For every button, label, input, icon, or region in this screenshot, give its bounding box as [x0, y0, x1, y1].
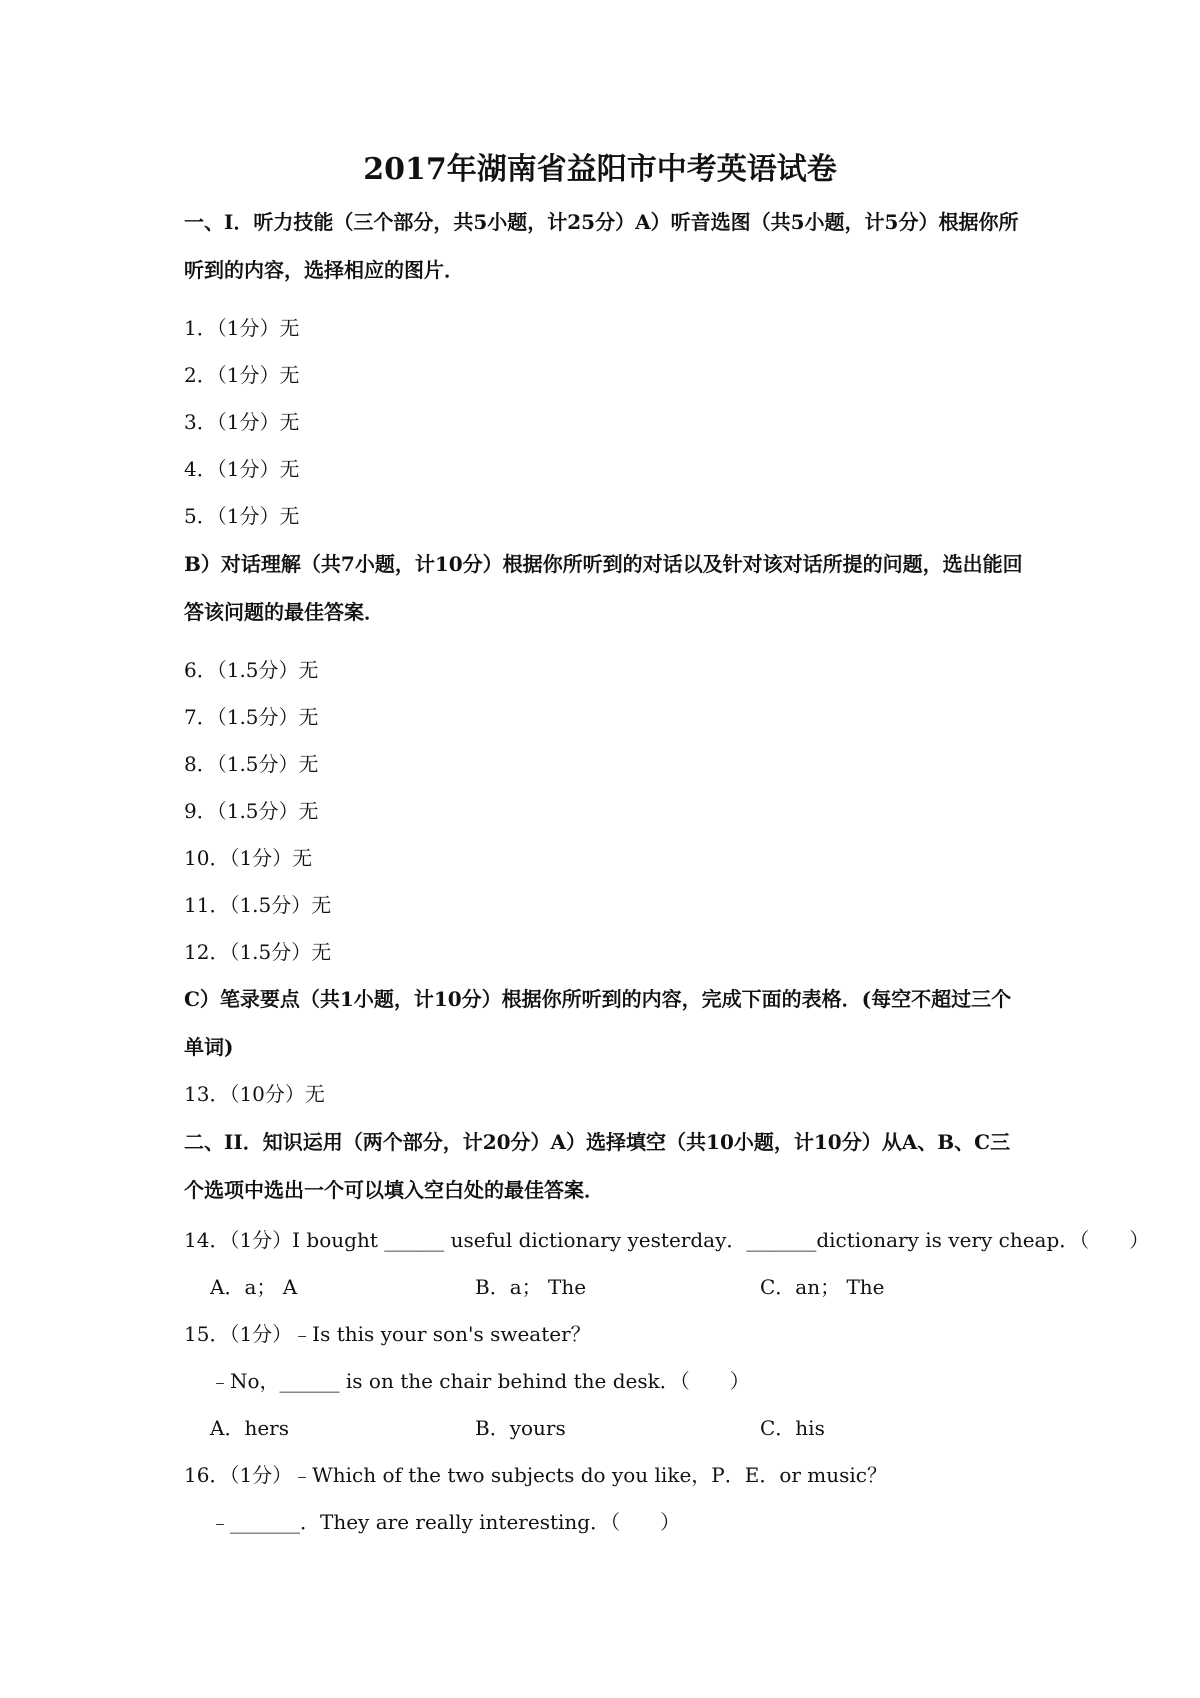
- option-b: B．yours: [475, 1416, 566, 1440]
- question-item: 10．（1分）无: [184, 846, 313, 870]
- question-item: 12．（1.5分）无: [184, 940, 332, 964]
- partB-intro: B）对话理解（共7小题，计10分）根据你所听到的对话以及针对该对话所提的问题，选出能回答该问题的最佳答案．: [184, 552, 1023, 624]
- option-a: A．hers: [210, 1416, 289, 1440]
- section1-intro: 一、I．听力技能（三个部分，共5小题，计25分）A）听音选图（共5小题，计5分）根据你所听到的内容，选择相应的图片．: [184, 210, 1019, 282]
- question-item: 13．（10分）无: [184, 1082, 325, 1106]
- section2-intro: 二、II．知识运用（两个部分，计20分）A）选择填空（共10小题，计10分）从A、B、C三个选项中选出一个可以填入空白处的最佳答案．: [184, 1130, 1011, 1202]
- question-item: 9．（1.5分）无: [184, 799, 319, 823]
- question-stem: 15．（1分）﹣Is this your son's sweater？: [184, 1322, 591, 1346]
- question-item: 7．（1.5分）无: [184, 705, 319, 729]
- question-stem: 16．（1分）﹣Which of the two subjects do you like，P．E．or music？: [184, 1463, 888, 1487]
- question-item: 11．（1.5分）无: [184, 893, 332, 917]
- question-stem-reply: ﹣No，______ is on the chair behind the desk．（ ）: [210, 1369, 750, 1393]
- option-b: B．a； The: [475, 1275, 587, 1299]
- question-item: 5．（1分）无: [184, 504, 300, 528]
- question-item: 3．（1分）无: [184, 410, 300, 434]
- question-stem: 14．（1分）I bought ______ useful dictionary yesterday．_______dictionary is very cheap．（ ）: [184, 1228, 1150, 1252]
- question-item: 1．（1分）无: [184, 316, 300, 340]
- question-item: 8．（1.5分）无: [184, 752, 319, 776]
- question-item: 6．（1.5分）无: [184, 658, 319, 682]
- partC-intro: C）笔录要点（共1小题，计10分）根据你所听到的内容，完成下面的表格．(每空不超过三个单词): [184, 987, 1012, 1059]
- question-item: 2．（1分）无: [184, 363, 300, 387]
- option-a: A．a； A: [210, 1275, 298, 1299]
- question-item: 4．（1分）无: [184, 457, 300, 481]
- question-stem-reply: ﹣_______．They are really interesting．（ ）: [210, 1510, 681, 1534]
- option-c: C．his: [760, 1416, 825, 1440]
- page-title: 2017年湖南省益阳市中考英语试卷: [363, 152, 837, 187]
- option-c: C．an； The: [760, 1275, 885, 1299]
